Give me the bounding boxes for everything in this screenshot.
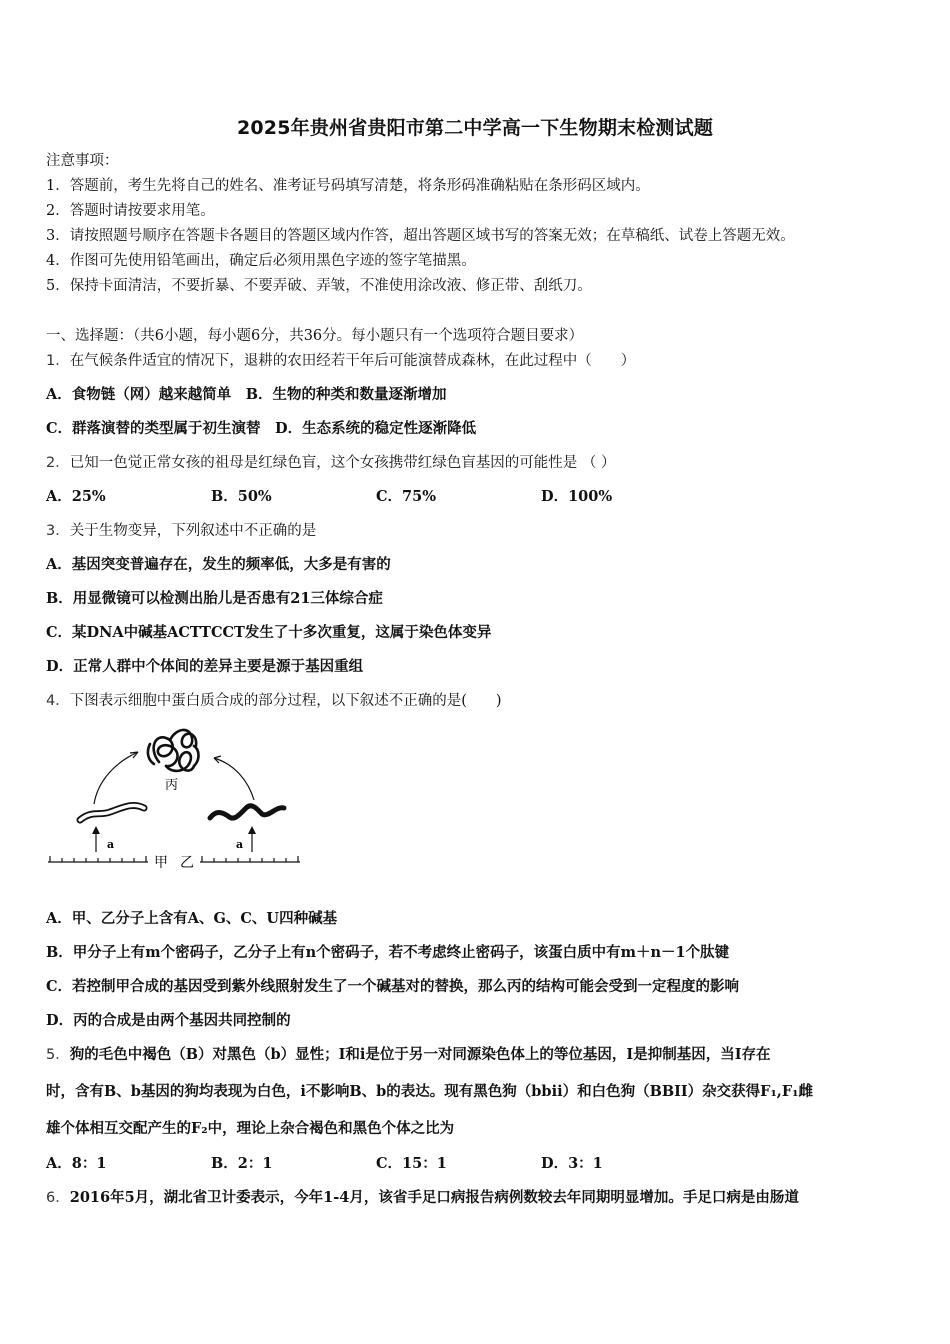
label-yi: 乙 [180,855,194,871]
question-5 [46,1045,770,1065]
q2-option-a: A．25% [46,488,106,505]
q5-option-c: C．15：1 [376,1155,447,1172]
q5-option-a: A．8：1 [46,1155,107,1172]
question-stem: 关于生物变异，下列叙述中不正确的是 [69,523,317,539]
folded-protein-icon [148,730,199,771]
question-number: 1． [46,353,70,369]
label-a-right: a [236,838,244,851]
right-peptide-chain [210,806,284,818]
q2-option-b: B．50% [211,488,272,505]
mrna-yi [200,856,300,862]
q3-option-b: B．用显微镜可以检测出胎儿是否患有21三体综合症 [46,590,383,607]
q1-options-row-1: A．食物链（网）越来越简单 B．生物的种类和数量逐渐增加 [46,386,447,403]
page-title: 2025年贵州省贵阳市第二中学高一下生物期末检测试题 [236,117,714,139]
notice-item: 4．作图可先使用铅笔画出，确定后必须用黑色字迹的签字笔描黑。 [46,253,476,269]
notice-item: 2．答题时请按要求用笔。 [46,203,215,219]
q5-option-b: B．2：1 [211,1155,273,1172]
q5-stem-line-3: 雄个体相互交配产生的F₂中，理论上杂合褐色和黑色个体之比为 [46,1120,455,1137]
question-number: 6． [46,1190,70,1206]
notice-heading: 注意事项： [46,153,119,169]
question-stem: 在气候条件适宜的情况下，退耕的农田经若干年后可能演替成森林，在此过程中（ ） [69,353,636,369]
q3-option-d: D．正常人群中个体间的差异主要是源于基因重组 [46,658,364,675]
notice-item: 1．答题前，考生先将自己的姓名、准考证号码填写清楚，将条形码准确粘贴在条形码区域内。 [46,178,650,194]
q5-option-d: D．3：1 [541,1155,603,1172]
q2-option-c: C．75% [376,488,436,505]
question-stem: 已知一色觉正常女孩的祖母是红绿色盲，这个女孩携带红绿色盲基因的可能性是 （ ） [69,455,616,471]
notice-item: 3．请按照题号顺序在答题卡各题目的答题区域内作答，超出答题区域书写的答案无效；在草稿纸、试卷上答题无效。 [46,228,795,244]
q1-options-row-2: C．群落演替的类型属于初生演替 D．生态系统的稳定性逐渐降低 [46,420,477,437]
label-jia: 甲 [154,855,168,871]
q3-option-c: C．某DNA中碱基ACTTCCT发生了十多次重复，这属于染色体变异 [46,624,492,641]
question-number: 2． [46,455,70,471]
label-bing: 丙 [165,778,179,793]
question-number: 3． [46,523,70,539]
q4-option-a: A．甲、乙分子上含有A、G、C、U四种碱基 [46,910,338,927]
question-4 [46,691,502,711]
question-3 [46,521,316,541]
right-curved-arrow [214,758,254,800]
question-number: 4． [46,693,70,709]
q4-option-c: C．若控制甲合成的基因受到紫外线照射发生了一个碱基对的替换，那么丙的结构可能会受到一定程度的影响 [46,978,740,995]
mrna-jia [48,856,148,862]
q4-option-b: B．甲分子上有m个密码子，乙分子上有n个密码子，若不考虑终止密码子，该蛋白质中有m＋n－1个肽键 [46,944,730,961]
q4-option-d: D．丙的合成是由两个基因共同控制的 [46,1012,291,1029]
q3-option-a: A．基因突变普遍存在，发生的频率低，大多是有害的 [46,556,391,573]
question-2 [46,453,615,473]
label-a-left: a [107,838,115,851]
question-number: 5． [46,1047,70,1063]
q2-option-d: D．100% [541,488,613,505]
section-heading: 一、选择题：（共6小题，每小题6分，共36分。每小题只有一个选项符合题目要求） [46,328,584,344]
q5-stem-line-2: 时，含有B、b基因的狗均表现为白色，i不影响B、b的表达。现有黑色狗（bbii）和白色狗（BBII）杂交获得F₁,F₁雌 [46,1083,814,1100]
question-stem: 狗的毛色中褐色（B）对黑色（b）显性；I和i是位于另一对同源染色体上的等位基因，I是抑制基因，当I存在 [69,1046,771,1063]
question-stem: 下图表示细胞中蛋白质合成的部分过程，以下叙述不正确的是( ) [69,693,502,709]
question-stem: 2016年5月，湖北省卫计委表示，今年1-4月，该省手足口病报告病例数较去年同期明显增加。手足口病是由肠道 [69,1189,799,1206]
question-6 [46,1188,799,1208]
left-curved-arrow [94,752,138,804]
protein-synthesis-diagram [44,720,304,875]
notice-item: 5．保持卡面清洁，不要折暴、不要弄破、弄皱，不准使用涂改液、修正带、刮纸刀。 [46,278,592,294]
question-1 [46,351,635,371]
